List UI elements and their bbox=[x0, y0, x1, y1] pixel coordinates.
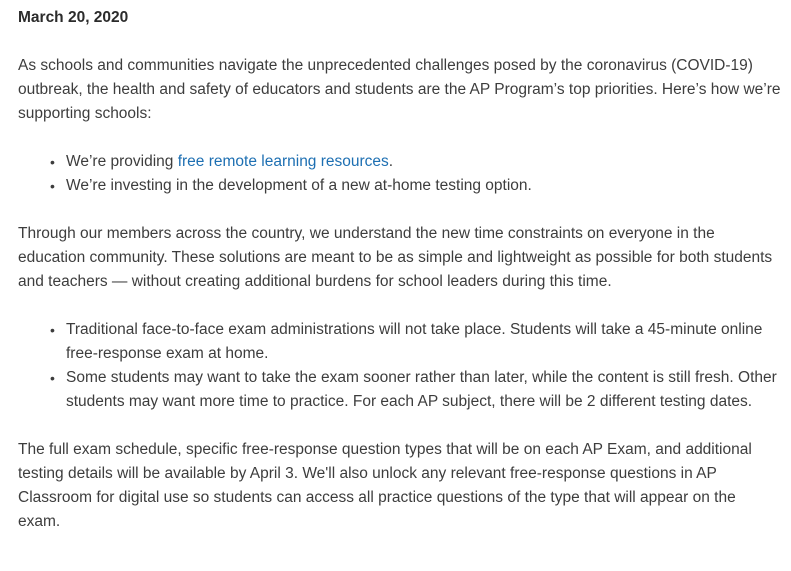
bullet-icon: • bbox=[50, 370, 55, 386]
bullet-icon: • bbox=[50, 322, 55, 338]
list-item-text: We’re providing bbox=[66, 153, 178, 170]
list-item-text: We’re investing in the development of a new at-home testing option. bbox=[66, 177, 532, 194]
list-item bbox=[50, 318, 781, 366]
free-remote-learning-resources-link[interactable]: free remote learning resources bbox=[177, 153, 389, 170]
list-item bbox=[50, 150, 781, 174]
article-date: March 20, 2020 bbox=[18, 9, 129, 26]
list-item-text: Some students may want to take the exam sooner rather than later, while the content is still fresh. Other students may want more time to practice. For each AP subject, there will be 2 different testing dates. bbox=[66, 369, 777, 410]
schedule-paragraph: The full exam schedule, specific free-response question types that will be on each AP Exam, and additional testing details will be available by April 3. We'll also unlock any relevant free-response questions in AP Classroom for digital use so students can access all practice questions of the type that will appear on the exam. bbox=[18, 441, 752, 530]
community-paragraph: Through our members across the country, we understand the new time constraints on everyone in the education community. These solutions are meant to be as simple and lightweight as possible for both students and teachers — without creating additional burdens for school leaders during this time. bbox=[18, 225, 773, 290]
list-item-text: Traditional face-to-face exam administrations will not take place. Students will take a 45-minute online free-response exam at home. bbox=[66, 321, 763, 362]
exam-details-list bbox=[18, 318, 781, 414]
list-item-text: . bbox=[388, 153, 394, 170]
bullet-icon: • bbox=[50, 178, 55, 194]
list-item bbox=[50, 174, 781, 198]
intro-paragraph: As schools and communities navigate the unprecedented challenges posed by the coronavirus (COVID-19) outbreak, the health and safety of educators and students are the AP Program’s top priorities. Here’s how we’re supporting schools: bbox=[18, 57, 781, 122]
support-list bbox=[18, 150, 781, 198]
list-item bbox=[50, 366, 781, 414]
bullet-icon: • bbox=[50, 154, 55, 170]
